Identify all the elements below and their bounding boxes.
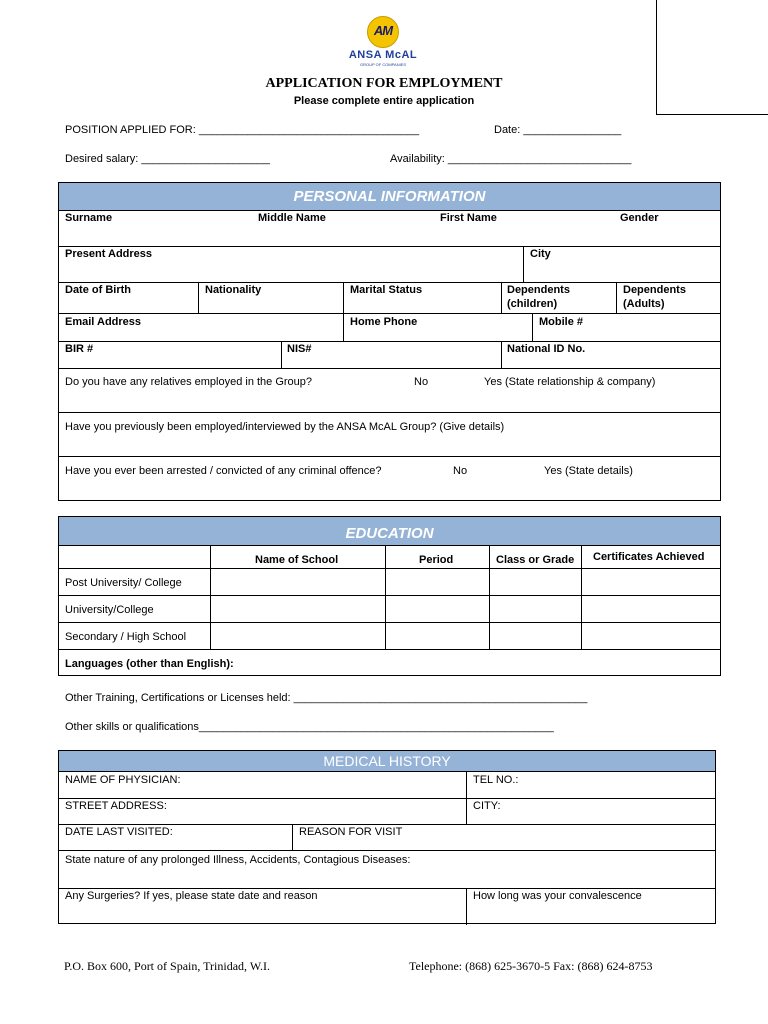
page-title: APPLICATION FOR EMPLOYMENT (265, 76, 503, 91)
middle-name-label: Middle Name (258, 212, 326, 224)
reason-for-visit-label: REASON FOR VISIT (299, 826, 403, 838)
previously-employed-question: Have you previously been employed/interviewed by the ANSA McAL Group? (Give details) (65, 421, 505, 433)
city-label: City (530, 248, 551, 260)
education-heading: EDUCATION (59, 517, 720, 546)
illness-label: State nature of any prolonged Illness, Accidents, Contagious Diseases: (65, 854, 411, 866)
dependents-adults-label: Dependents (623, 284, 686, 296)
personal-info-section (58, 182, 721, 501)
medical-city-label: CITY: (473, 800, 501, 812)
gender-label: Gender (620, 212, 659, 224)
surname-label: Surname (65, 212, 113, 224)
nationality-label: Nationality (205, 284, 262, 296)
physician-label: NAME OF PHYSICIAN: (65, 774, 181, 786)
footer-phone: Telephone: (868) 625-3670-5 Fax: (868) 624-8753 (409, 959, 653, 973)
bir-label: BIR # (65, 343, 94, 355)
other-skills-field[interactable]: Other skills or qualifications__________________________________________________________ (65, 721, 554, 733)
footer-address: P.O. Box 600, Port of Spain, Trinidad, W.I. (64, 959, 271, 973)
company-logo (338, 16, 428, 68)
salary-field[interactable]: Desired salary: _____________________ (65, 153, 270, 165)
arrested-no-option[interactable]: No (453, 465, 468, 477)
col-name-of-school: Name of School (255, 554, 339, 566)
divider (59, 412, 720, 413)
medical-history-section (58, 750, 716, 924)
relatives-yes-option[interactable]: Yes (State relationship & company) (484, 376, 656, 388)
row-secondary: Secondary / High School (65, 631, 187, 643)
languages-label: Languages (other than English): (65, 658, 234, 670)
divider (59, 568, 720, 569)
dob-label: Date of Birth (65, 284, 131, 296)
divider (466, 771, 467, 824)
divider (489, 545, 490, 649)
divider (501, 341, 502, 368)
divider (59, 824, 715, 825)
dependents-children-label-2: (children) (507, 298, 558, 310)
mobile-label: Mobile # (539, 316, 584, 328)
divider (198, 282, 199, 313)
divider (59, 313, 720, 314)
col-period: Period (419, 554, 454, 566)
personal-info-heading: PERSONAL INFORMATION (59, 183, 720, 211)
relatives-question: Do you have any relatives employed in the Group? (65, 376, 313, 388)
convalescence-label: How long was your convalescence (473, 890, 642, 902)
email-label: Email Address (65, 316, 142, 328)
national-id-label: National ID No. (507, 343, 586, 355)
dependents-children-label: Dependents (507, 284, 570, 296)
row-post-university: Post University/ College (65, 577, 182, 589)
marital-status-label: Marital Status (350, 284, 423, 296)
logo-emblem: AM (367, 16, 399, 48)
street-address-label: STREET ADDRESS: (65, 800, 167, 812)
divider (59, 368, 720, 369)
divider (59, 888, 715, 889)
divider (466, 888, 467, 925)
divider (210, 545, 211, 649)
availability-field[interactable]: Availability: ______________________________ (390, 153, 632, 165)
divider (59, 456, 720, 457)
divider (501, 282, 502, 313)
divider (523, 246, 524, 282)
divider (59, 282, 720, 283)
divider (59, 850, 715, 851)
other-training-field[interactable]: Other Training, Certifications or Licenses held: ________________________________________________ (65, 692, 588, 704)
divider (59, 246, 720, 247)
present-address-label: Present Address (65, 248, 153, 260)
dependents-adults-label-2: (Adults) (623, 298, 665, 310)
divider (281, 341, 282, 368)
divider (581, 545, 582, 649)
surgeries-label: Any Surgeries? If yes, please state date and reason (65, 890, 318, 902)
page-subtitle: Please complete entire application (293, 95, 475, 107)
col-class-grade: Class or Grade (496, 554, 575, 566)
divider (616, 282, 617, 313)
relatives-no-option[interactable]: No (414, 376, 429, 388)
divider (59, 341, 720, 342)
medical-history-heading: MEDICAL HISTORY (59, 751, 715, 772)
date-last-visited-label: DATE LAST VISITED: (65, 826, 173, 838)
divider (385, 545, 386, 649)
divider (59, 595, 720, 596)
divider (343, 282, 344, 313)
divider (292, 824, 293, 850)
divider (343, 313, 344, 341)
divider (59, 622, 720, 623)
row-university: University/College (65, 604, 154, 616)
arrested-yes-option[interactable]: Yes (State details) (544, 465, 633, 477)
position-field[interactable]: POSITION APPLIED FOR: ____________________________________ (65, 124, 420, 136)
nis-label: NIS# (287, 343, 312, 355)
arrested-question: Have you ever been arrested / convicted of any criminal offence? (65, 465, 382, 477)
logo-tagline: GROUP OF COMPANIES (359, 62, 407, 67)
tel-label: TEL NO.: (473, 774, 519, 786)
divider (532, 313, 533, 341)
first-name-label: First Name (440, 212, 497, 224)
education-section (58, 516, 721, 676)
date-field[interactable]: Date: ________________ (494, 124, 622, 136)
home-phone-label: Home Phone (350, 316, 418, 328)
divider (59, 798, 715, 799)
divider (59, 649, 720, 650)
logo-name: ANSA McAL (348, 49, 418, 61)
col-certificates: Certificates Achieved (593, 551, 705, 563)
